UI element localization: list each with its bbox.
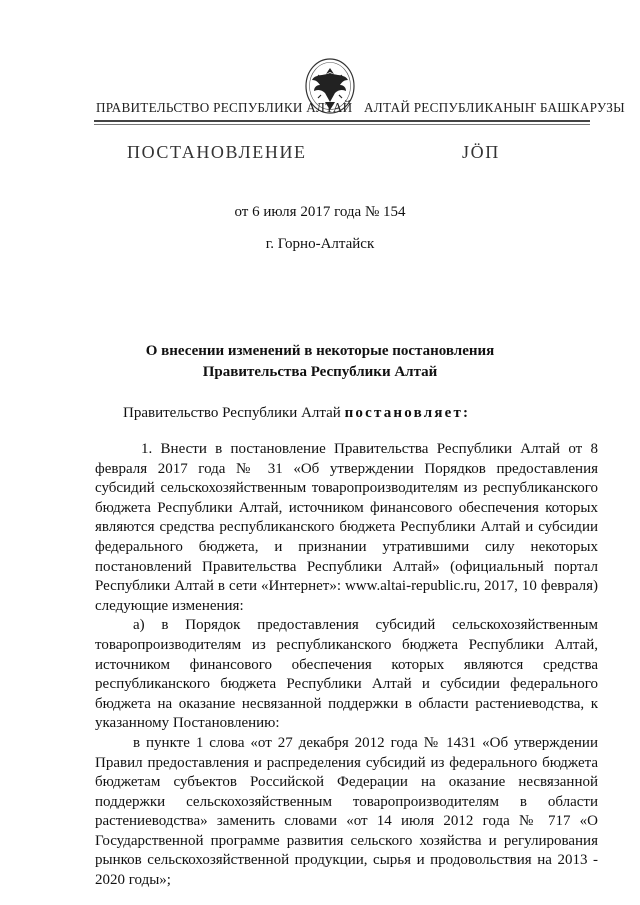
doc-type-right: JÖП <box>462 142 500 162</box>
paragraph-3: в пункте 1 слова «от 27 декабря 2012 года № 1431 «Об утверждении Правил предоставления и распределения субсидий из федерального бюджета бюджетам субъектов Российской Федерации на оказание несвязанной поддержки сельскохозяйственным товаропроизводителям в области растениеводства» заменить словами «от 14 июля 2012 года № 717 «О Государственной программе развития сельского хозяйства и регулирования рынков сельскохозяйственной продукции, сырья и продовольствия на 2013 - 2020 годы»; <box>95 734 598 889</box>
intro-prefix: Правительство Республики Алтай <box>123 405 345 421</box>
header-rule-bottom <box>94 124 590 125</box>
header-org-right: АЛТАЙ РЕСПУБЛИКАНЫҤ БАШКАРУЗЫ <box>364 100 625 115</box>
doc-type-left: ПОСТАНОВЛЕНИЕ <box>127 142 307 162</box>
intro-line <box>123 405 470 422</box>
header-org-left: ПРАВИТЕЛЬСТВО РЕСПУБЛИКИ АЛТАЙ <box>96 100 353 115</box>
document-body <box>95 440 598 891</box>
city-line: г. Горно-Алтайск <box>265 236 375 252</box>
paragraph-1: 1. Внести в постановление Правительства Республики Алтай от 8 февраля 2017 года № 31 «Об утверждении Порядков предоставления субсидий сельскохозяйственным товаропроизводителям из республиканского бюджета Республики Алтай, источником финансового обеспечения которых являются средства республиканского бюджета Республики Алтай и субсидии федерального бюджета, и признании утратившими силу некоторых постановлений Правительства Республики Алтай» (официальный портал Республики Алтай в сети «Интернет»: www.altai-republic.ru, 2017, 10 февраля) следующие изменения: <box>95 441 598 614</box>
title-line-1: О внесении изменений в некоторые постановления <box>145 343 495 359</box>
title-line-2: Правительства Республики Алтай <box>202 364 438 380</box>
intro-emphasis: постановляет: <box>344 405 471 421</box>
paragraph-2: а) в Порядок предоставления субсидий сельскохозяйственным товаропроизводителям из республиканского бюджета Республики Алтай, источником финансового обеспечения которых являются средства республиканского бюджета Республики Алтай и субсидии федерального бюджета на оказание несвязанной поддержки в области растениеводства, к указанному Постановлению: <box>95 617 598 732</box>
date-line: от 6 июля 2017 года № 154 <box>234 204 406 220</box>
header-rule-top <box>94 120 590 122</box>
document-title <box>0 341 640 383</box>
